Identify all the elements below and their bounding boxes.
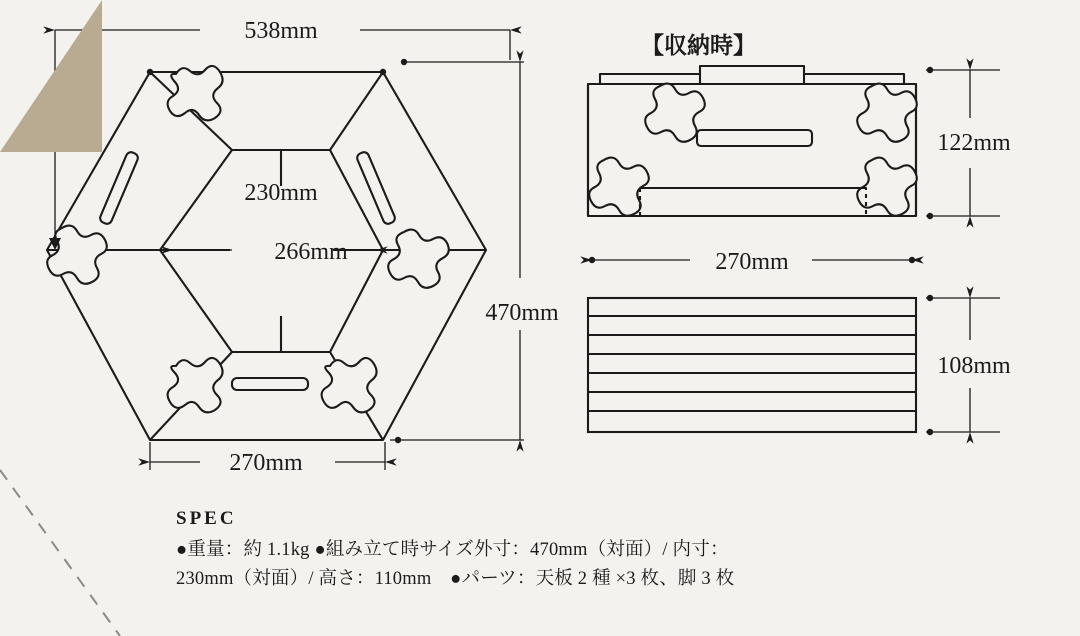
label-122mm: 122mm [937,130,1011,156]
corner-accent-shape [0,0,102,152]
label-108mm: 108mm [937,353,1011,379]
spec-title: SPEC [176,508,237,529]
spec-line-2: 230mm（対面）/ 高さ：110mm ●パーツ：天板 2 種 ×3 枚、脚 3 枚 [176,568,735,589]
label-230mm: 230mm [244,180,318,206]
spec-line-1: ●重量：約 1.1kg ●組み立て時サイズ外寸：470mm（対面）/ 内寸： [176,540,729,560]
stored-view-upper [588,66,917,216]
stored-view-title: 【収納時】 [641,33,756,58]
assembled-hexagon-view [47,66,486,440]
label-270mm-stored: 270mm [715,249,789,275]
label-270mm-assembled: 270mm [229,450,303,476]
spec-block [176,508,976,593]
decorative-dashed-line [0,470,120,636]
label-538mm: 538mm [244,18,318,44]
stored-view-lower [588,298,916,432]
label-266mm: 266mm [274,239,348,265]
label-470mm: 470mm [485,300,559,326]
